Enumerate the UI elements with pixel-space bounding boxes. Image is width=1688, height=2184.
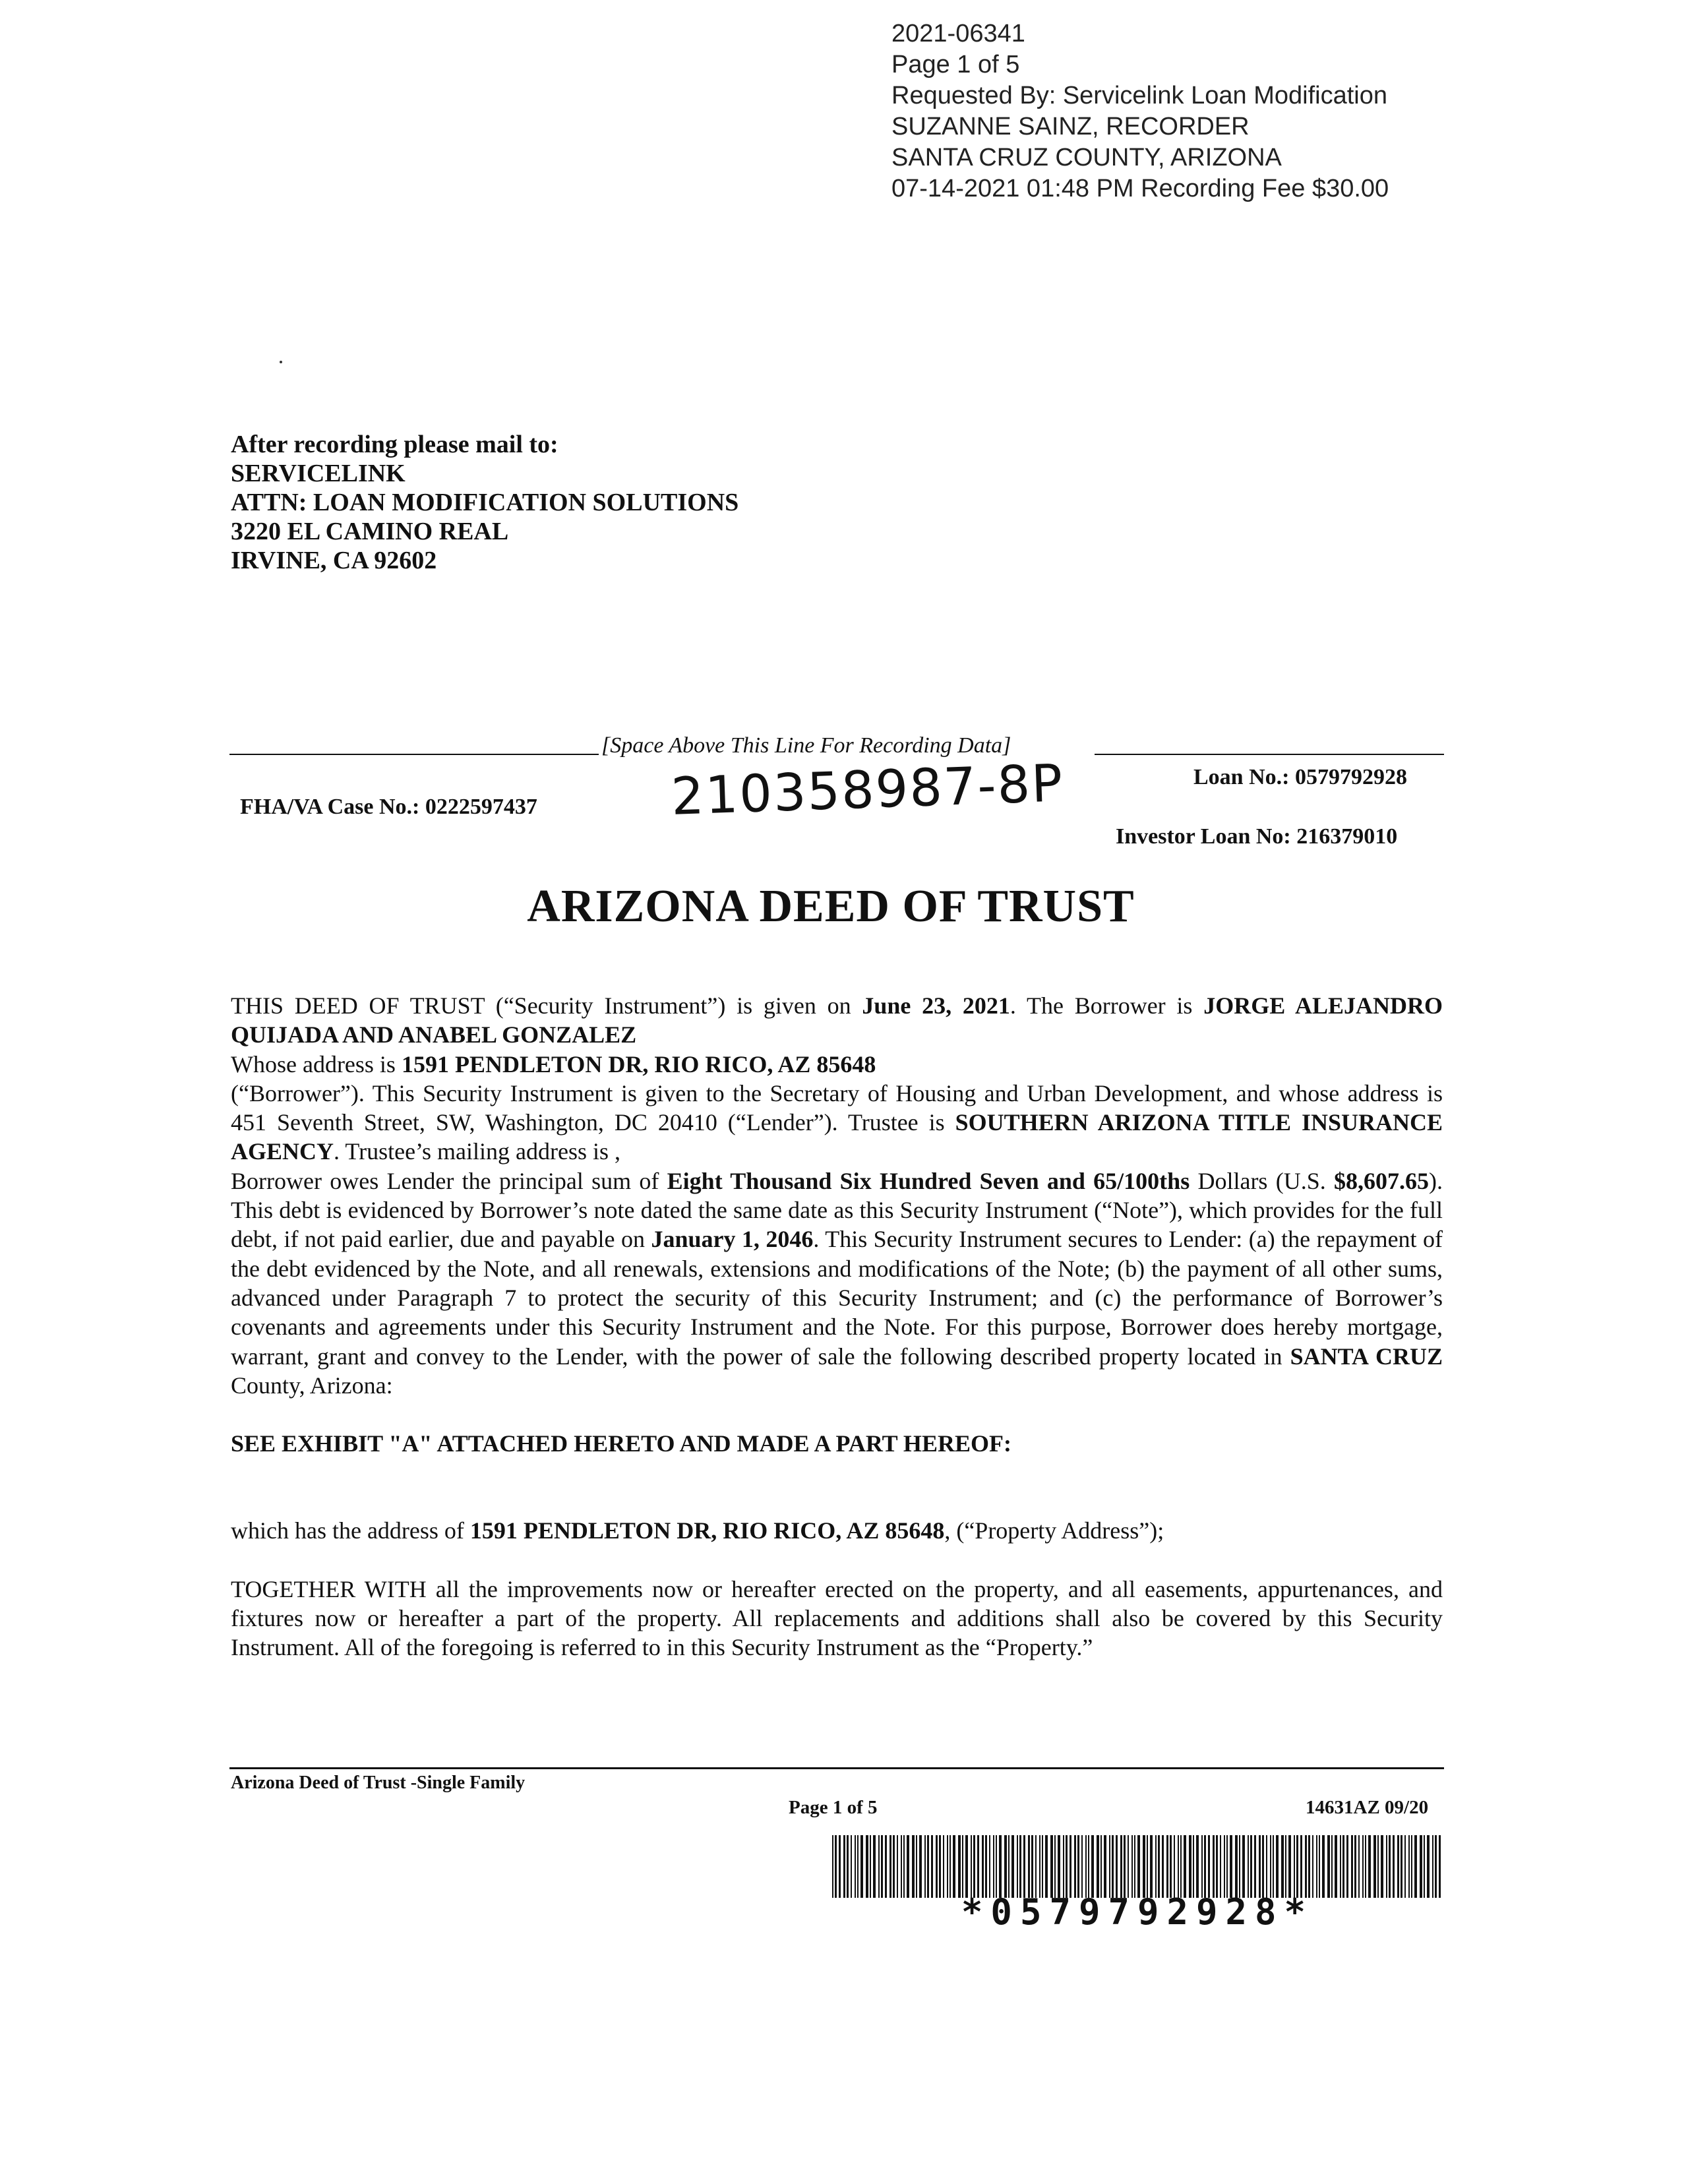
principal-amount: $8,607.65 bbox=[1333, 1167, 1429, 1194]
lender-text: (“Borrower”). This Security Instrument is given to the Secretary of Housing and Urban Development, and whose address is 451 Seventh Street, SW, Washington, DC 20410 (“Lender”). Trustee is bbox=[231, 1079, 1443, 1136]
mail-to-attn: ATTN: LOAN MODIFICATION SOLUTIONS bbox=[231, 489, 739, 516]
borrower-names: JORGE ALEJANDRO QUIJADA AND ANABEL GONZALEZ bbox=[231, 992, 1443, 1048]
footer-form-name: Arizona Deed of Trust -Single Family bbox=[231, 1773, 526, 1793]
scan-speck bbox=[280, 361, 282, 363]
loan-number: Loan No.: 0579792928 bbox=[1193, 765, 1407, 789]
exhibit-reference bbox=[231, 1429, 1443, 1458]
address-label: Whose address is bbox=[231, 1050, 402, 1077]
principal-words: Eight Thousand Six Hundred Seven and 65/100ths bbox=[667, 1167, 1190, 1194]
borrower-address: 1591 PENDLETON DR, RIO RICO, AZ 85648 bbox=[401, 1050, 876, 1077]
mail-to-heading: After recording please mail to: bbox=[231, 431, 558, 458]
stamp-recorder: SUZANNE SAINZ, RECORDER bbox=[891, 113, 1250, 140]
paragraph-property-address bbox=[231, 1516, 1443, 1545]
exhibit-text: SEE EXHIBIT "A" ATTACHED HERETO AND MADE A PART HEREOF: bbox=[231, 1430, 1011, 1457]
debt-text-4: . This Security Instrument secures to Lender: (a) the repayment of the debt evidenced by the Note, and all renewals, extensions and modifications of the Note; (b) the payment of all other sums, advanced under Paragraph 7 to protect the security of this Security Instrument; and (c) the performance of Borrower’s covenants and agreements under this Security Instrument and the Note. For this purpose, Borrower does hereby mortgage, warrant, grant and convey to the Lender, with the power of sale the following described property located in bbox=[231, 1226, 1443, 1370]
investor-loan-number: Investor Loan No: 216379010 bbox=[1116, 824, 1398, 849]
recording-line-label: [Space Above This Line For Recording Data] bbox=[601, 733, 1011, 758]
stamp-doc-number: 2021-06341 bbox=[891, 20, 1025, 47]
stamp-page: Page 1 of 5 bbox=[891, 51, 1020, 78]
document-title-text: ARIZONA DEED OF TRUST bbox=[527, 881, 1135, 932]
deed-body bbox=[231, 991, 1443, 1662]
paragraph-debt bbox=[231, 1167, 1443, 1400]
paragraph-lender bbox=[231, 1079, 1443, 1167]
debt-text-1: Borrower owes Lender the principal sum of bbox=[231, 1167, 667, 1194]
recording-divider-left bbox=[229, 754, 599, 755]
stamp-requested-by: Requested By: Servicelink Loan Modification bbox=[891, 82, 1387, 109]
mail-to-block bbox=[231, 430, 738, 575]
stamp-county: SANTA CRUZ COUNTY, ARIZONA bbox=[891, 144, 1282, 171]
mail-to-city: IRVINE, CA 92602 bbox=[231, 547, 437, 574]
intro-text: THIS DEED OF TRUST (“Security Instrument”) is given on bbox=[231, 992, 862, 1019]
trustee-name: SOUTHERN ARIZONA TITLE INSURANCE AGENCY bbox=[231, 1109, 1443, 1165]
paragraph-intro bbox=[231, 991, 1443, 1050]
fha-case-number: FHA/VA Case No.: 0222597437 bbox=[240, 795, 537, 819]
deed-date: June 23, 2021 bbox=[862, 992, 1010, 1019]
footer-page-number: Page 1 of 5 bbox=[789, 1797, 878, 1818]
debt-text-3: ). This debt is evidenced by Borrower’s note dated the same date as this Security Instrument (“Note”), which provides for the full debt, if not paid earlier, due and payable on bbox=[231, 1167, 1443, 1253]
mail-to-street: 3220 EL CAMINO REAL bbox=[231, 518, 509, 545]
property-address-suffix: , (“Property Address”); bbox=[944, 1517, 1164, 1544]
document-title bbox=[0, 880, 1688, 933]
mail-to-company: SERVICELINK bbox=[231, 460, 406, 487]
county-name: SANTA CRUZ bbox=[1290, 1343, 1443, 1370]
trustee-address-text: . Trustee’s mailing address is , bbox=[334, 1138, 621, 1165]
property-address: 1591 PENDLETON DR, RIO RICO, AZ 85648 bbox=[469, 1517, 945, 1544]
debt-text-2: Dollars (U.S. bbox=[1190, 1167, 1334, 1194]
due-date: January 1, 2046 bbox=[651, 1226, 814, 1253]
loan-barcode bbox=[832, 1835, 1443, 1898]
intro-text-2: . The Borrower is bbox=[1010, 992, 1204, 1019]
paragraph-together-with: TOGETHER WITH all the improvements now or hereafter erected on the property, and all easements, appurtenances, and fixtures now or hereafter a part of the property. All replacements and additions shall also be covered by this Security Instrument. All of the foregoing is referred to in this Security Instrument as the “Property.” bbox=[231, 1575, 1443, 1661]
footer-form-code: 14631AZ 09/20 bbox=[1306, 1797, 1429, 1818]
barcode-text: *0579792928* bbox=[961, 1891, 1314, 1933]
handwritten-number: 210358987-8P bbox=[670, 754, 1065, 827]
paragraph-address bbox=[231, 1050, 1443, 1079]
debt-text-5: County, Arizona: bbox=[231, 1372, 393, 1399]
property-address-label: which has the address of bbox=[231, 1517, 470, 1544]
stamp-datetime-fee: 07-14-2021 01:48 PM Recording Fee $30.00 bbox=[891, 175, 1389, 202]
recording-divider-right bbox=[1095, 754, 1444, 755]
recording-stamp bbox=[891, 18, 1389, 204]
footer-divider bbox=[229, 1767, 1444, 1769]
